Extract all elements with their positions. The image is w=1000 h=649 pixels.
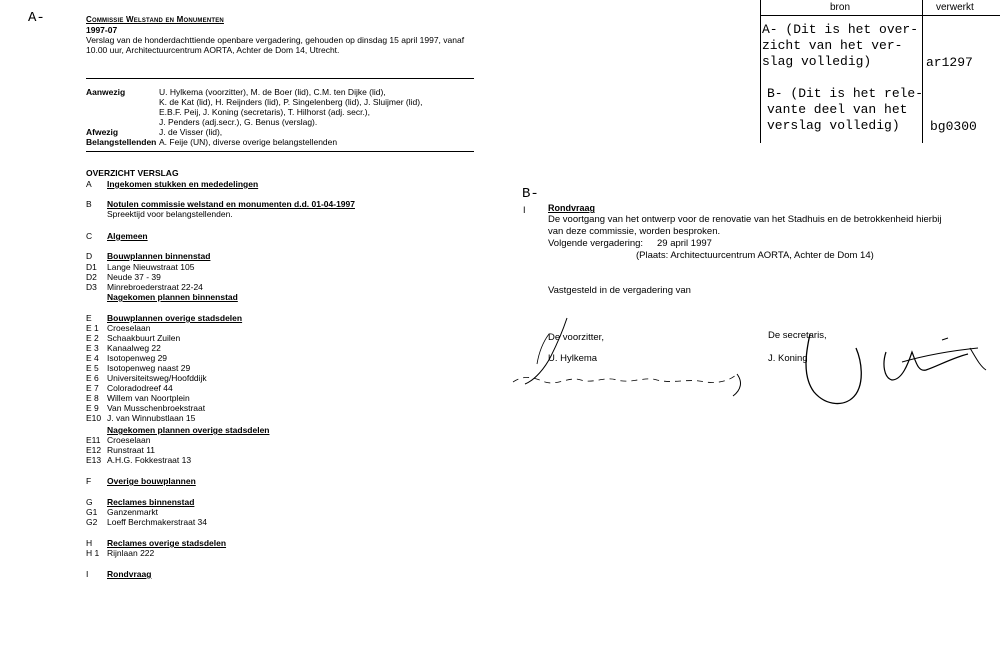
next-meeting-date: 29 april 1997 xyxy=(657,238,712,249)
overview-item-code: E 5 xyxy=(86,363,99,373)
overview-item-code: E 7 xyxy=(86,383,99,393)
overview-item-text: Schaakbuurt Zuilen xyxy=(107,333,181,343)
overview-item-text: Neude 37 - 39 xyxy=(107,272,161,282)
stamp-col-processed: verwerkt xyxy=(936,2,974,13)
absent-label: Afwezig xyxy=(86,127,119,137)
overview-item-code: E 4 xyxy=(86,353,99,363)
stamp-row-a-line-2: zicht van het ver- xyxy=(762,38,903,53)
overview-item-text: Kanaalweg 22 xyxy=(107,343,161,353)
org-name: Commissie Welstand en Monumenten xyxy=(86,15,224,24)
next-meeting-label: Volgende vergadering: xyxy=(548,238,644,249)
overview-item-code: E xyxy=(86,313,92,323)
overview-item-code: A xyxy=(86,179,92,189)
overview-item-text: A.H.G. Fokkestraat 13 xyxy=(107,455,192,465)
divider-bottom xyxy=(86,151,474,152)
overview-item-text: J. van Winnubstlaan 15 xyxy=(107,413,196,423)
overview-item-text: Minrebroederstraat 22-24 xyxy=(107,282,203,292)
overview-item-text: Runstraat 11 xyxy=(107,445,156,455)
overview-item-code: E13 xyxy=(86,455,102,465)
overview-item-code: D1 xyxy=(86,262,97,272)
overview-item-text: Reclames overige stadsdelen xyxy=(107,538,227,548)
chair-name: U. Hylkema xyxy=(548,353,598,364)
overview-item-code: D2 xyxy=(86,272,97,282)
overview-item-code: F xyxy=(86,476,92,486)
overview-item-code: E 9 xyxy=(86,403,99,413)
overview-item-code: H xyxy=(86,538,93,548)
present-line-3: E.B.F. Peij, J. Koning (secretaris), T. Hilhorst (adj. secr.), xyxy=(159,107,370,117)
overview-item-text: Nagekomen plannen overige stadsdelen xyxy=(107,425,270,435)
overview-item-code: E 2 xyxy=(86,333,99,343)
overview-item-text: Nagekomen plannen binnenstad xyxy=(107,292,238,302)
present-line-1: U. Hylkema (voorzitter), M. de Boer (lid), C.M. ten Dijke (lid), xyxy=(159,87,386,97)
absent-value: J. de Visser (lid), xyxy=(159,127,223,137)
overview-item-text: Isotopenweg 29 xyxy=(107,353,168,363)
chair-role: De voorzitter, xyxy=(548,332,604,343)
present-line-2: K. de Kat (lid), H. Reijnders (lid), P. Singelenberg (lid), J. Sluijmer (lid), xyxy=(159,97,423,107)
overview-item-text: Isotopenweg naast 29 xyxy=(107,363,191,373)
overview-item-text: Lange Nieuwstraat 105 xyxy=(107,262,195,272)
overview-item-code: G1 xyxy=(86,507,98,517)
stamp-row-a-line-3: slag volledig) xyxy=(762,54,872,69)
overview-item-code: E 1 xyxy=(86,323,99,333)
overview-item-text: Ingekomen stukken en mededelingen xyxy=(107,179,259,189)
stamp-row-a-line-1: A- (Dit is het over- xyxy=(762,22,919,37)
overview-item-text: Willem van Noortplein xyxy=(107,393,190,403)
overview-item-text: Overige bouwplannen xyxy=(107,476,196,486)
stamp-row-b-code: bg0300 xyxy=(930,119,977,134)
overview-item-code: E 3 xyxy=(86,343,99,353)
overview-item-text: Van Musschenbroekstraat xyxy=(107,403,206,413)
overview-item-text: Coloradodreef 44 xyxy=(107,383,173,393)
overview-item-text: Croeselaan xyxy=(107,435,151,445)
overview-item-code: E12 xyxy=(86,445,102,455)
overview-item-code: B xyxy=(86,199,92,209)
stamp-col-source: bron xyxy=(830,2,851,13)
overview-item-code: G2 xyxy=(86,517,98,527)
stakeholders-value: A. Feije (UN), diverse overige belangstellenden xyxy=(159,137,338,147)
overview-item-code: E11 xyxy=(86,435,101,445)
stamp-row-a-code: ar1297 xyxy=(926,55,973,70)
overview-item-text: Rondvraag xyxy=(107,569,152,579)
stamp-row-b-line-3: verslag volledig) xyxy=(767,118,900,133)
overview-item-text: Bouwplannen binnenstad xyxy=(107,251,211,261)
overview-item-text: Universiteitsweg/Hoofddijk xyxy=(107,373,207,383)
overview-item-code: C xyxy=(86,231,93,241)
overview-title: OVERZICHT VERSLAG xyxy=(86,168,179,178)
overview-item-text: Bouwplannen overige stadsdelen xyxy=(107,313,243,323)
secretary-role: De secretaris, xyxy=(768,330,827,341)
marker-b: B- xyxy=(522,186,539,202)
rondvraag-code: I xyxy=(523,205,526,215)
overview-item-text: Loeff Berchmakerstraat 34 xyxy=(107,517,208,527)
stamp-row-b-line-2: vante deel van het xyxy=(767,102,908,117)
divider-top xyxy=(86,78,474,79)
stamp-row-b-line-1: B- (Dit is het rele- xyxy=(767,86,924,101)
overview-item-code: D xyxy=(86,251,93,261)
overview-item-text: Algemeen xyxy=(107,231,148,241)
present-line-4: J. Penders (adj.secr.), G. Benus (verslag). xyxy=(159,117,318,127)
rondvraag-line-1: De voortgang van het ontwerp voor de renovatie van het Stadhuis en de betrokkenheid hierbij xyxy=(548,214,942,225)
secretary-signature xyxy=(790,318,1000,418)
overview-item-code: E 8 xyxy=(86,393,99,403)
secretary-name: J. Koning xyxy=(768,353,808,364)
rondvraag-title: Rondvraag xyxy=(548,203,596,213)
overview-item-code: E 6 xyxy=(86,373,99,383)
chair-signature xyxy=(505,312,750,402)
overview-item-code: H 1 xyxy=(86,548,100,558)
report-number: 1997-07 xyxy=(86,25,118,35)
overview-item-code: G xyxy=(86,497,93,507)
overview-item-code: D3 xyxy=(86,282,97,292)
rondvraag-line-2: van deze commissie, worden besproken. xyxy=(548,226,721,237)
overview-item-text: Reclames binnenstad xyxy=(107,497,195,507)
stakeholders-label: Belangstellenden xyxy=(86,137,157,147)
overview-item-code: E10 xyxy=(86,413,102,423)
header-line-2: 10.00 uur, Architectuurcentrum AORTA, Achter de Dom 14, Utrecht. xyxy=(86,45,340,55)
marker-a: A- xyxy=(28,10,45,26)
overview-item-text: Ganzenmarkt xyxy=(107,507,159,517)
overview-item-text: Rijnlaan 222 xyxy=(107,548,155,558)
header-line-1: Verslag van de honderdachttiende openbare vergadering, gehouden op dinsdag 15 april 1997, vanaf xyxy=(86,35,465,45)
present-label: Aanwezig xyxy=(86,87,126,97)
overview-item-text: Notulen commissie welstand en monumenten d.d. 01-04-1997 xyxy=(107,199,355,209)
overview-item-code: I xyxy=(86,569,89,579)
next-meeting-place: (Plaats: Architectuurcentrum AORTA, Achter de Dom 14) xyxy=(636,250,874,261)
overview-item-text: Croeselaan xyxy=(107,323,151,333)
confirmed-line: Vastgesteld in de vergadering van xyxy=(548,285,691,296)
overview-item-text: Spreektijd voor belangstellenden. xyxy=(107,209,233,219)
